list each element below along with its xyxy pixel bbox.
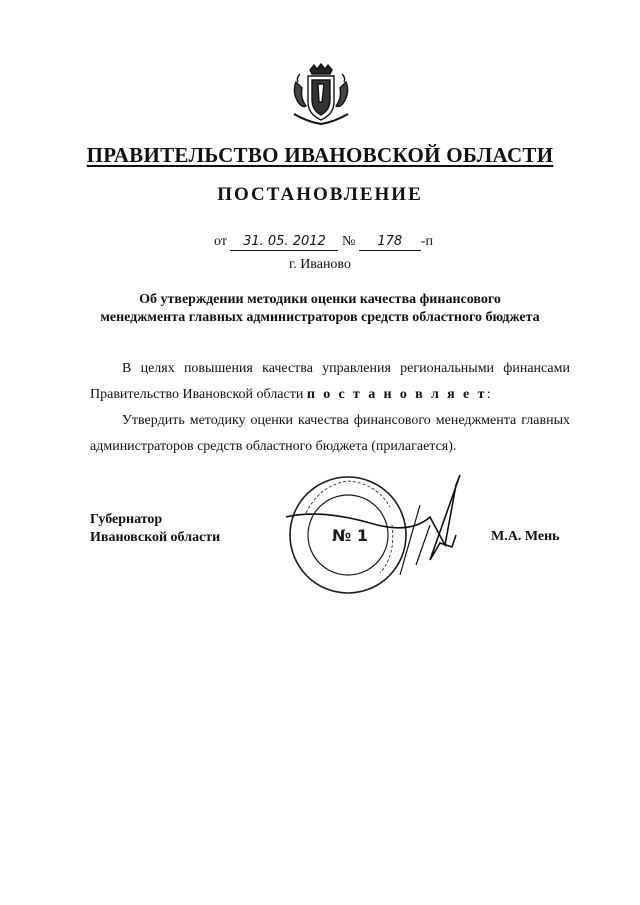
number-value: 178 xyxy=(377,234,403,249)
body-paragraph-1 xyxy=(90,356,570,408)
document-subject xyxy=(0,291,640,327)
decree-verb: п о с т а н о в л я е т xyxy=(306,387,487,402)
paragraph-1-end: : xyxy=(486,387,491,402)
signatory-name: М.А. Мень xyxy=(491,529,560,544)
coat-of-arms-icon xyxy=(288,62,354,128)
signatory-title-line-2: Ивановской области xyxy=(90,530,221,545)
body-paragraph-2: Утвердить методику оценки качества финансового менеджмента главных администраторов средств областного бюджета (прилагается). xyxy=(90,413,570,454)
subject-line-1: Об утверждении методики оценки качества финансового xyxy=(139,292,501,307)
organization-title: ПРАВИТЕЛЬСТВО ИВАНОВСКОЙ ОБЛАСТИ xyxy=(86,143,554,167)
signatory-title-line-1: Губернатор xyxy=(90,512,163,527)
number-sign: № xyxy=(341,234,356,249)
paragraph-1-text: В целях повышения качества управления региональными финансами Правительство Ивановской области xyxy=(90,361,570,402)
subject-line-2: менеджмента главных администраторов средств областного бюджета xyxy=(100,310,540,325)
date-value: 31. 05. 2012 xyxy=(243,234,326,249)
document-type: ПОСТАНОВЛЕНИЕ xyxy=(217,184,423,205)
number-suffix: -п xyxy=(420,234,433,249)
signatory-title xyxy=(90,511,220,547)
date-number-line xyxy=(214,234,514,251)
stamp-number: № 1 xyxy=(332,526,368,545)
date-prefix: от xyxy=(214,234,227,249)
official-stamp-and-signature xyxy=(280,465,480,605)
city: г. Иваново xyxy=(289,257,351,272)
